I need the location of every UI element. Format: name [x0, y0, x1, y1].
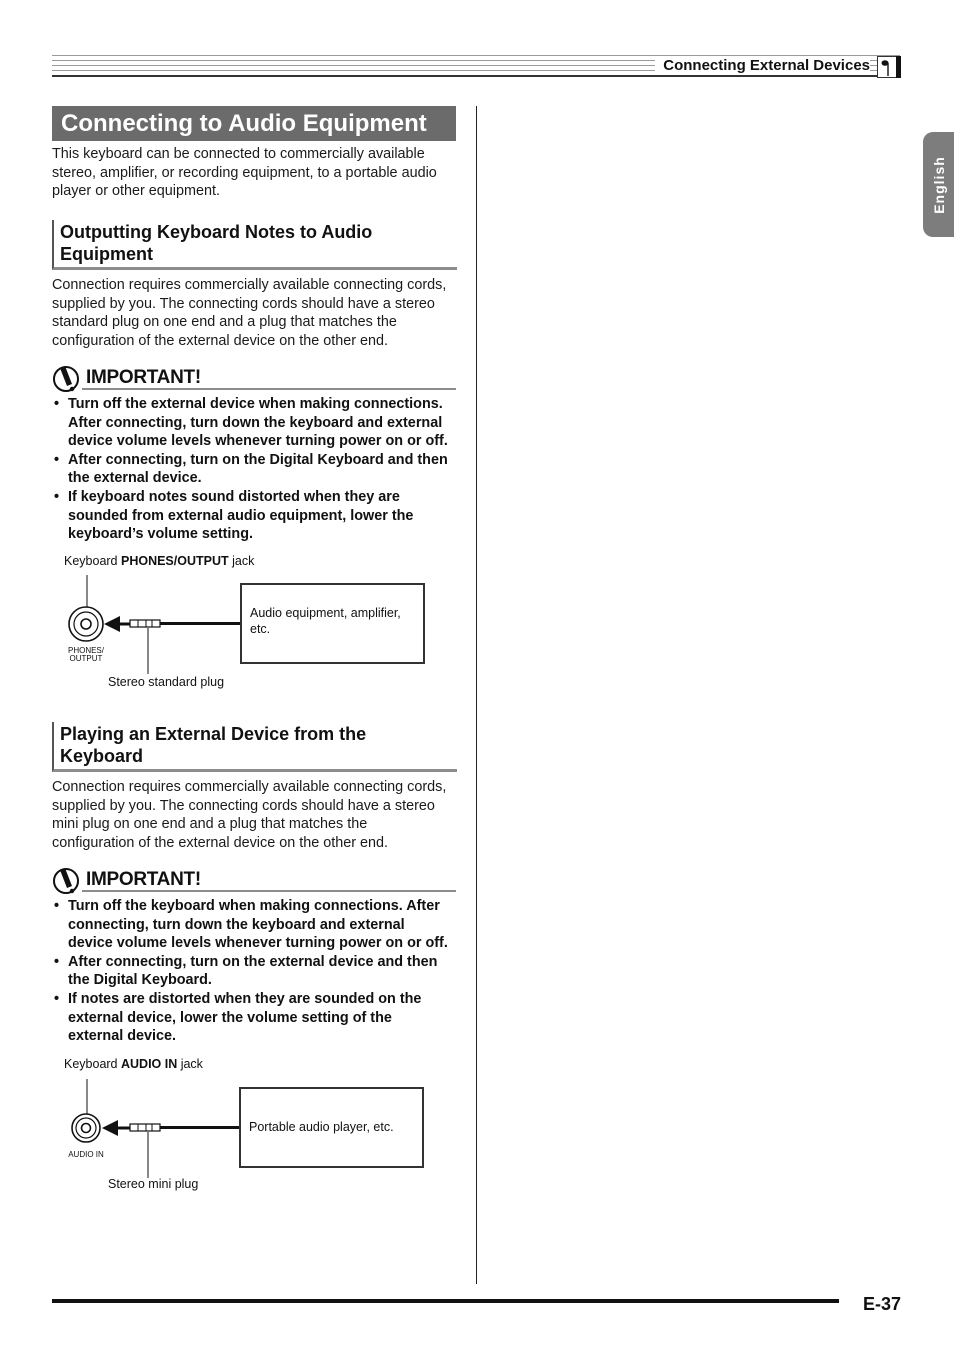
list-item: • After connecting, turn on the Digital Keyboard and then the external device.: [54, 451, 448, 487]
arrow-icon: [104, 616, 120, 632]
intro-paragraph: This keyboard can be connected to commercially available stereo, amplifier, or recording equipment, to a portable audio player or other equipment.: [52, 146, 437, 200]
plug-caption-standard: Stereo standard plug: [108, 675, 225, 689]
page-title: Connecting to Audio Equipment: [52, 106, 456, 141]
section-heading-playing: Playing an External Device from the Keyboard: [52, 722, 457, 772]
list-item: • Turn off the keyboard when making connections. After connecting, turn down the keyboard and external device volume levels whenever turning power on or off.: [54, 898, 448, 952]
plug-caption-mini: Stereo mini plug: [108, 1177, 199, 1191]
header-section-title: Connecting External Devices: [655, 57, 870, 74]
important-list-2: [52, 897, 462, 1046]
section-heading-outputting: Outputting Keyboard Notes to Audio Equipment: [52, 220, 457, 270]
language-tab[interactable]: [923, 132, 954, 237]
music-note-icon: [877, 56, 901, 78]
important-rule: [82, 388, 456, 390]
important-icon: [52, 866, 82, 896]
important-list-1: [52, 395, 462, 544]
device-box-audio-equipment: Audio equipment, amplifier, etc.: [240, 583, 425, 664]
device-box-portable-player: Portable audio player, etc.: [239, 1087, 424, 1168]
important-rule: [82, 890, 456, 892]
important-label: IMPORTANT!: [86, 869, 201, 890]
footer-rule: [52, 1299, 839, 1303]
plug-icon: [130, 620, 160, 627]
important-label: IMPORTANT!: [86, 367, 201, 388]
list-item: • If notes are distorted when they are sounded on the external device, lower the volume setting of the external device.: [54, 990, 422, 1045]
jack-label-phones: PHONES/ OUTPUT: [67, 646, 104, 663]
important-icon: [52, 364, 82, 394]
arrow-icon: [102, 1120, 118, 1136]
jack-label-audio-in: AUDIO IN: [68, 1150, 104, 1159]
page-number: E-37: [863, 1294, 902, 1314]
language-tab-label: English: [930, 155, 947, 214]
jack-caption-audio-in: Keyboard AUDIO IN jack: [64, 1057, 203, 1071]
section-body-playing: Connection requires commercially available connecting cords, supplied by you. The connecting cords should have a stereo mini plug on one end and a plug that matches the configuration of the external device on the other end.: [52, 779, 447, 851]
jack-caption-phones: Keyboard PHONES/OUTPUT jack: [64, 554, 255, 568]
list-item: • After connecting, turn on the external device and then the Digital Keyboard.: [54, 953, 438, 989]
list-item: • If keyboard notes sound distorted when they are sounded from external audio equipment, lower the keyboard’s volume setting.: [54, 488, 414, 543]
column-divider: [476, 106, 477, 1284]
plug-icon: [130, 1124, 160, 1131]
list-item: • Turn off the external device when making connections. After connecting, turn down the keyboard and external device volume levels whenever turning power on or off.: [54, 396, 448, 450]
connection-diagram-audio-in: [60, 1076, 260, 1180]
section-body-outputting: Connection requires commercially available connecting cords, supplied by you. The connecting cords should have a stereo standard plug on one end and a plug that matches the configuration of the external device on the other end.: [52, 277, 447, 349]
